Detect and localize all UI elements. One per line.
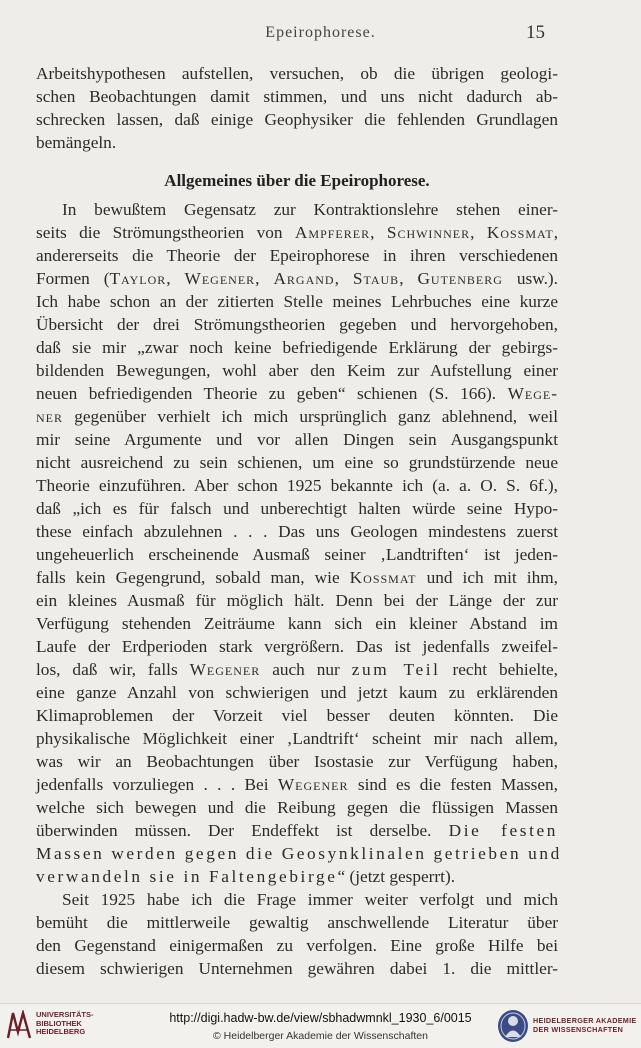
author-name: Wegener bbox=[184, 269, 256, 288]
spaced-text: zum Teil bbox=[351, 660, 441, 679]
text-line: daß sie mir „zwar noch keine befriedigende Erklärung der gebirgs- bbox=[36, 338, 558, 357]
library-name-line: UNIVERSITÄTS- bbox=[36, 1010, 94, 1019]
text-span: seits die Strömungstheorien von bbox=[36, 223, 295, 242]
text-line: physikalische Möglichkeit einer ‚Landtrift‘ scheint mir nach allem, bbox=[36, 729, 558, 748]
text-span: , bbox=[334, 269, 353, 288]
text-span: jedenfalls vorzuliegen . . . Bei bbox=[36, 775, 278, 794]
author-name: Taylor bbox=[109, 269, 167, 288]
text-line bbox=[36, 405, 558, 428]
text-span: Formen ( bbox=[36, 269, 110, 288]
section-heading: Allgemeines über die Epeirophorese. bbox=[164, 171, 430, 190]
text-span: los, daß wir, falls bbox=[36, 660, 190, 679]
text-span: usw.). bbox=[502, 269, 558, 288]
text-span: , bbox=[553, 223, 559, 242]
text-line: Verfügung stehenden Zeiträume kann sich ein kleiner Abstand im bbox=[36, 614, 558, 633]
author-name: ner bbox=[36, 407, 63, 426]
text-line bbox=[36, 566, 558, 589]
author-name: Schwinner bbox=[386, 223, 471, 242]
text-line: Arbeitshypothesen aufstellen, versuchen, ob die übrigen geologi- bbox=[36, 64, 558, 83]
text-line: bemängeln. bbox=[36, 133, 117, 152]
text-line bbox=[36, 221, 558, 244]
page-number: 15 bbox=[526, 22, 545, 43]
author-name: Kossmat bbox=[486, 223, 554, 242]
author-name: Staub bbox=[352, 269, 400, 288]
text-span: falls kein Gegengrund, sobald man, wie bbox=[36, 568, 350, 587]
text-span: auch nur bbox=[260, 660, 352, 679]
text-span: , bbox=[370, 223, 387, 242]
text-line: these einfach abzulehnen . . . Das uns Geologen mindestens zuerst bbox=[36, 522, 558, 541]
text-line: mir seine Argumente und vor allen Dingen sein Ausgangspunkt bbox=[36, 430, 558, 449]
text-line: Theorie einzuführen. Aber schon 1925 bekannte ich (a. a. O. S. 6f.), bbox=[36, 476, 558, 495]
text-line: bemüht die mittlerweile gewaltig anschwellende Literatur über bbox=[36, 913, 558, 932]
viewer-footer bbox=[0, 1003, 641, 1048]
text-line: eine ganze Anzahl von schwierigen und jetzt kaum zu erklärenden bbox=[36, 683, 558, 702]
body-text bbox=[36, 62, 562, 980]
text-span: recht behielte, bbox=[440, 660, 558, 679]
text-span: gegenüber verhielt ich mich ursprünglich ganz ablehnend, weil bbox=[63, 407, 558, 426]
text-line: Übersicht der drei Strömungstheorien gegeben und hervorgehoben, bbox=[36, 315, 558, 334]
text-line: nicht ausreichend zu sein schienen, um eine so grundstürzende neue bbox=[36, 453, 558, 472]
author-name: Wegener bbox=[277, 775, 349, 794]
text-line: Klimaproblemen der Vorzeit viel besser deuten könnten. Die bbox=[36, 706, 558, 725]
author-name: Wegener bbox=[189, 660, 261, 679]
text-line: was wir an Beobachtungen über Isostasie zur Verfügung haben, bbox=[36, 752, 558, 771]
spaced-text-line: Massen werden gegen die Geosynklinalen getrieben und bbox=[36, 844, 562, 863]
text-line: andererseits die Theorie der Epeirophorese in ihren verschiedenen bbox=[36, 246, 558, 265]
text-line: diesem schwierigen Unternehmen gewähren dabei 1. die mittler- bbox=[36, 959, 558, 978]
text-line bbox=[36, 267, 558, 290]
spaced-text: verwandeln sie in Faltengebirge bbox=[36, 867, 338, 886]
text-span: neuen befriedigenden Theorie zu geben“ schienen (S. 166). bbox=[36, 384, 508, 403]
author-name: Argand bbox=[273, 269, 335, 288]
author-name: Ampferer bbox=[294, 223, 371, 242]
text-line bbox=[36, 865, 558, 888]
author-name: Wege- bbox=[507, 384, 558, 403]
text-line: den Gegenstand einigermaßen zu verfolgen. Eine große Hilfe bei bbox=[36, 936, 558, 955]
text-line: schrecken lassen, daß einige Geophysiker die fehlenden Grundlagen bbox=[36, 110, 558, 129]
text-span: sind es die festen Massen, bbox=[348, 775, 558, 794]
text-line: ungeheuerlich erscheinende Ausmaß seiner ‚Landtriften‘ ist jeden- bbox=[36, 545, 558, 564]
academy-name-line: HEIDELBERGER AKADEMIE bbox=[533, 1016, 637, 1025]
text-line: In bewußtem Gegensatz zur Kontraktionslehre stehen einer- bbox=[62, 200, 558, 219]
academy-seal-icon bbox=[497, 1009, 529, 1043]
academy-name-line: DER WISSENSCHAFTEN bbox=[533, 1025, 624, 1034]
running-title: Epeirophorese. bbox=[265, 24, 376, 41]
text-span: , bbox=[399, 269, 418, 288]
text-span: , bbox=[255, 269, 274, 288]
text-span: , bbox=[166, 269, 185, 288]
spaced-text: Die festen bbox=[448, 821, 558, 840]
library-name-line: BIBLIOTHEK bbox=[36, 1018, 82, 1028]
text-line bbox=[36, 819, 558, 842]
library-name-line: HEIDELBERG bbox=[36, 1027, 86, 1037]
text-line: Ich habe schon an der zitierten Stelle meines Lehrbuches eine kurze bbox=[36, 292, 558, 311]
text-line: welche sich bewegen und die Reibung gegen die flüssigen Massen bbox=[36, 798, 558, 817]
academy-name bbox=[533, 1016, 636, 1034]
text-line: Laufe der Erdperioden stark vergrößern. Das ist jedenfalls zweifel- bbox=[36, 637, 558, 656]
text-line: daß „ich es für falsch und unberechtigt halten würde seine Hypo- bbox=[36, 499, 558, 518]
text-line: schen Beobachtungen damit stimmen, und uns nicht dadurch ab- bbox=[36, 87, 558, 106]
copyright-notice: © Heidelberger Akademie der Wissenschaften bbox=[213, 1030, 428, 1042]
text-line bbox=[36, 382, 558, 405]
text-line: bildenden Bewegungen, wohl aber den Keim zur Aufstellung einer bbox=[36, 361, 558, 380]
author-name: Kossmat bbox=[349, 568, 417, 587]
text-span: und ich mit ihm, bbox=[416, 568, 558, 587]
text-line bbox=[36, 658, 558, 681]
text-line: ein kleines Ausmaß für möglich hält. Denn bei der Länge der zur bbox=[36, 591, 558, 610]
text-span: , bbox=[470, 223, 487, 242]
text-line bbox=[36, 773, 558, 796]
text-line: Seit 1925 habe ich die Frage immer weiter verfolgt und mich bbox=[62, 890, 558, 909]
permalink-url[interactable]: http://digi.hadw-bw.de/view/sbhadwmnkl_1930_6/0015 bbox=[169, 1011, 472, 1025]
text-span: “ (jetzt gesperrt). bbox=[337, 867, 456, 886]
author-name: Gutenberg bbox=[417, 269, 503, 288]
text-span: überwinden müssen. Der Endeffekt ist derselbe. bbox=[36, 821, 449, 840]
